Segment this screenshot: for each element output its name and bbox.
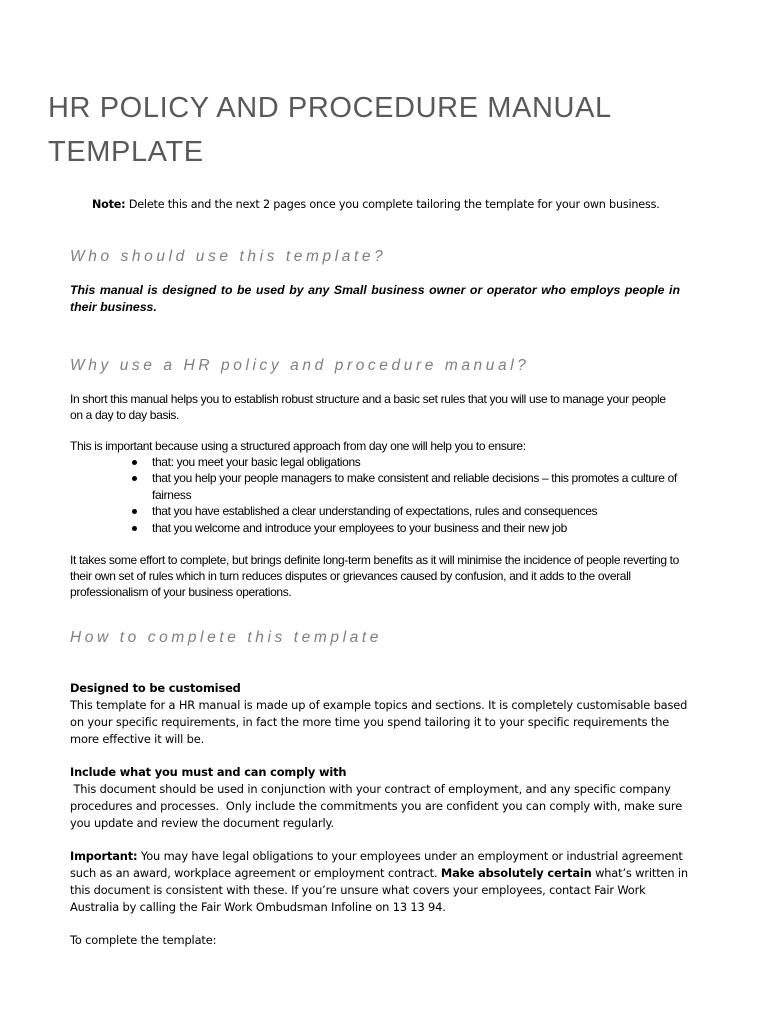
why-paragraph-3: It takes some effort to complete, but brings definite long-term benefits as it will minimise the incidence of people reverting to their own set of rules which in turn reduces disputes or grievances caused by confusion, and it adds to the overall professionalism of your business operations. — [70, 553, 679, 599]
important-bold: Make absolutely certain — [440, 866, 592, 880]
bullet-icon — [132, 476, 137, 481]
benefits-list — [130, 454, 690, 536]
important-block — [70, 848, 690, 916]
heading-why-use: Why use a HR policy and procedure manual? — [70, 357, 530, 374]
bullet-icon — [132, 509, 137, 514]
customised-text: This template for a HR manual is made up of example topics and sections. It is completely customisable based on your specific requirements, in fact the more time you spend tailoring it to your specific requirements the more effective it will be. — [70, 698, 688, 746]
important-text-1: You may have legal obligations to your employees under an employment or industrial agreement such as an award, workplace agreement or employment contract. — [70, 849, 683, 880]
list-item — [130, 520, 690, 536]
list-item — [130, 503, 690, 519]
comply-text: This document should be used in conjunction with your contract of employment, and any specific company procedures and processes. Only include the commitments you are confident you can comply with, make sure you update and review the document regularly. — [70, 782, 686, 830]
list-item-text: that you have established a clear understanding of expectations, rules and consequences — [152, 504, 598, 519]
comply-block — [70, 764, 690, 832]
important-text-2: what’s written in this document is consistent with these. If you’re unsure what covers your employees, contact Fair Work Australia by calling the Fair Work Ombudsman Infoline on 13 13 94. — [70, 866, 689, 914]
bullet-icon — [132, 526, 137, 531]
list-item — [130, 454, 690, 470]
why-paragraph-2: This is important because using a structured approach from day one will help you to ensure: — [70, 439, 526, 453]
list-item-text: that: you meet your basic legal obligations — [152, 455, 361, 469]
document-title: HR POLICY AND PROCEDURE MANUAL TEMPLATE — [48, 92, 611, 168]
heading-how-to-complete: How to complete this template — [70, 629, 383, 646]
list-item-text: that you welcome and introduce your employees to your business and their new job — [152, 520, 567, 535]
list-item — [130, 470, 690, 503]
customised-block — [70, 680, 690, 748]
complete-intro: To complete the template: — [70, 933, 217, 947]
important-label: Important: — [70, 849, 138, 863]
customised-title: Designed to be customised — [70, 681, 241, 695]
who-text: This manual is designed to be used by any Small business owner or operator who employs people in their business. — [70, 283, 680, 314]
heading-who-should-use: Who should use this template? — [70, 248, 387, 265]
why-paragraph-1: In short this manual helps you to establish robust structure and a basic set rules that you will use to manage your people on a day to day basis. — [70, 392, 666, 422]
template-note — [92, 198, 660, 211]
list-item-text: that you help your people managers to make consistent and reliable decisions – this promotes a culture of fairness — [152, 471, 677, 502]
note-label: Note: — [92, 198, 126, 211]
comply-title: Include what you must and can comply with — [70, 765, 347, 779]
note-text: Delete this and the next 2 pages once you complete tailoring the template for your own business. — [125, 198, 660, 211]
bullet-icon — [132, 460, 137, 465]
